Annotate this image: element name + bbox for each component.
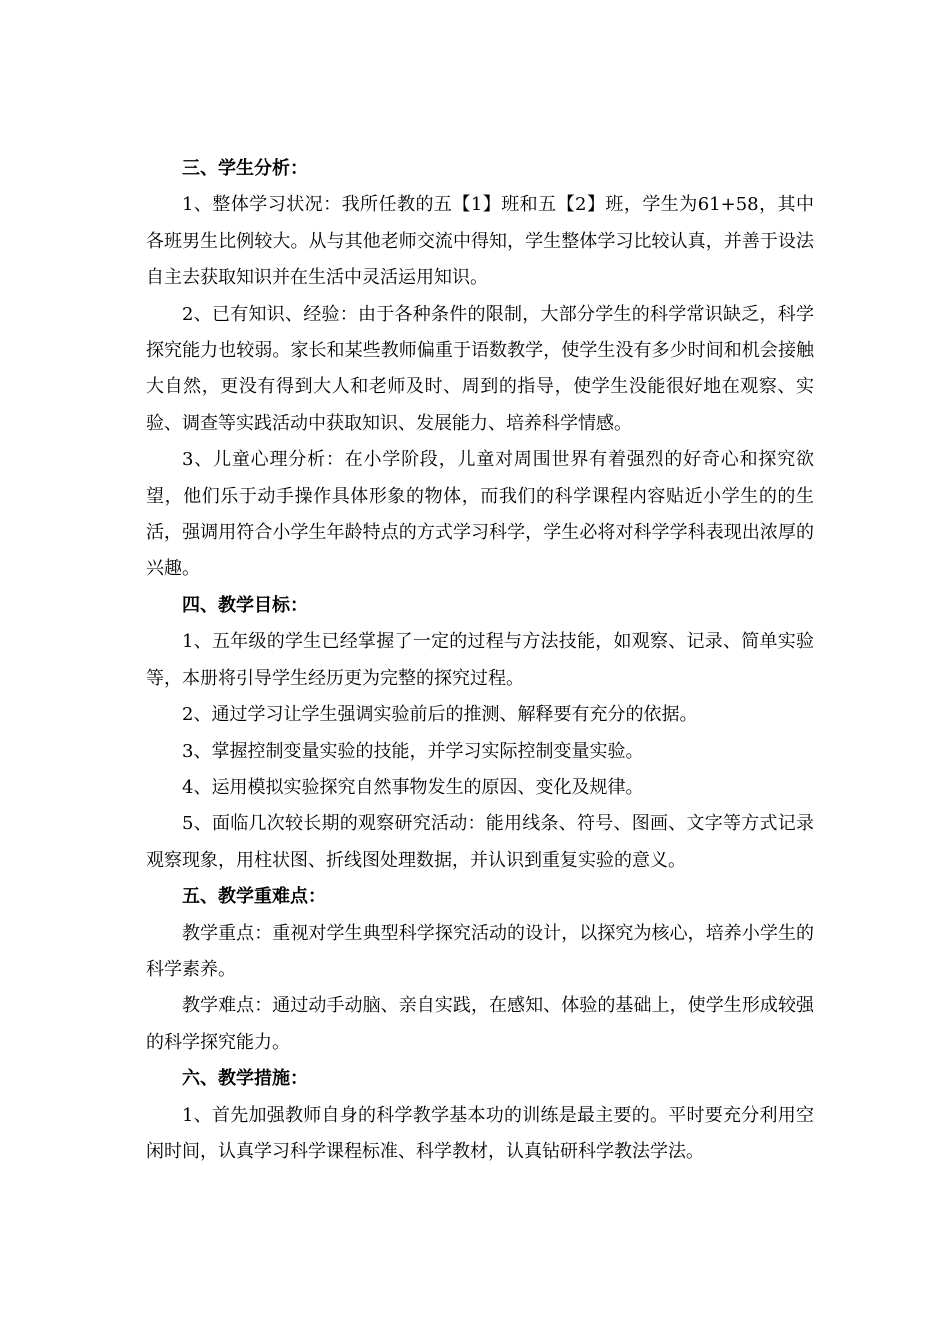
document-page bbox=[146, 151, 814, 1170]
paragraph: 教学重点：重视对学生典型科学探究活动的设计，以探究为核心，培养小学生的科学素养。 bbox=[146, 922, 814, 980]
paragraph: 教学难点：通过动手动脑、亲自实践，在感知、体验的基础上，使学生形成较强的科学探究能力。 bbox=[146, 995, 814, 1053]
section-heading-teaching-measures: 六、教学措施： bbox=[182, 1068, 308, 1090]
paragraph: 1、五年级的学生已经掌握了一定的过程与方法技能，如观察、记录、简单实验等，本册将引导学生经历更为完整的探究过程。 bbox=[146, 631, 814, 689]
section-heading-student-analysis: 三、学生分析： bbox=[182, 158, 308, 179]
paragraph: 2、已有知识、经验：由于各种条件的限制，大部分学生的科学常识缺乏，科学探究能力也较弱。家长和某些教师偏重于语数教学，使学生没有多少时间和机会接触大自然，更没有得到大人和老师及时、周到的指导，使学生没能很好地在观察、实验、调查等实践活动中获取知识、发展能力、培养科学情感。 bbox=[146, 303, 814, 434]
paragraph: 3、掌握控制变量实验的技能，并学习实际控制变量实验。 bbox=[182, 740, 644, 762]
paragraph: 3、儿童心理分析：在小学阶段，儿童对周围世界有着强烈的好奇心和探究欲望，他们乐于动手操作具体形象的物体，而我们的科学课程内容贴近小学生的的生活，强调用符合小学生年龄特点的方式学习科学，学生必将对科学学科表现出浓厚的兴趣。 bbox=[146, 449, 814, 580]
paragraph: 4、运用模拟实验探究自然事物发生的原因、变化及规律。 bbox=[182, 776, 644, 798]
paragraph: 5、面临几次较长期的观察研究活动：能用线条、符号、图画、文字等方式记录观察现象，用柱状图、折线图处理数据，并认识到重复实验的意义。 bbox=[146, 813, 814, 871]
paragraph: 1、首先加强教师自身的科学教学基本功的训练是最主要的。平时要充分利用空闲时间，认真学习科学课程标准、科学教材，认真钻研科学教法学法。 bbox=[146, 1104, 814, 1162]
section-heading-teaching-goals: 四、教学目标： bbox=[182, 594, 308, 616]
section-heading-key-difficult-points: 五、教学重难点： bbox=[182, 886, 326, 908]
paragraph: 1、整体学习状况：我所任教的五【1】班和五【2】班，学生为61+58，其中各班男生比例较大。从与其他老师交流中得知，学生整体学习比较认真，并善于设法自主去获取知识并在生活中灵活运用知识。 bbox=[146, 194, 814, 289]
paragraph: 2、通过学习让学生强调实验前后的推测、解释要有充分的依据。 bbox=[182, 704, 698, 726]
